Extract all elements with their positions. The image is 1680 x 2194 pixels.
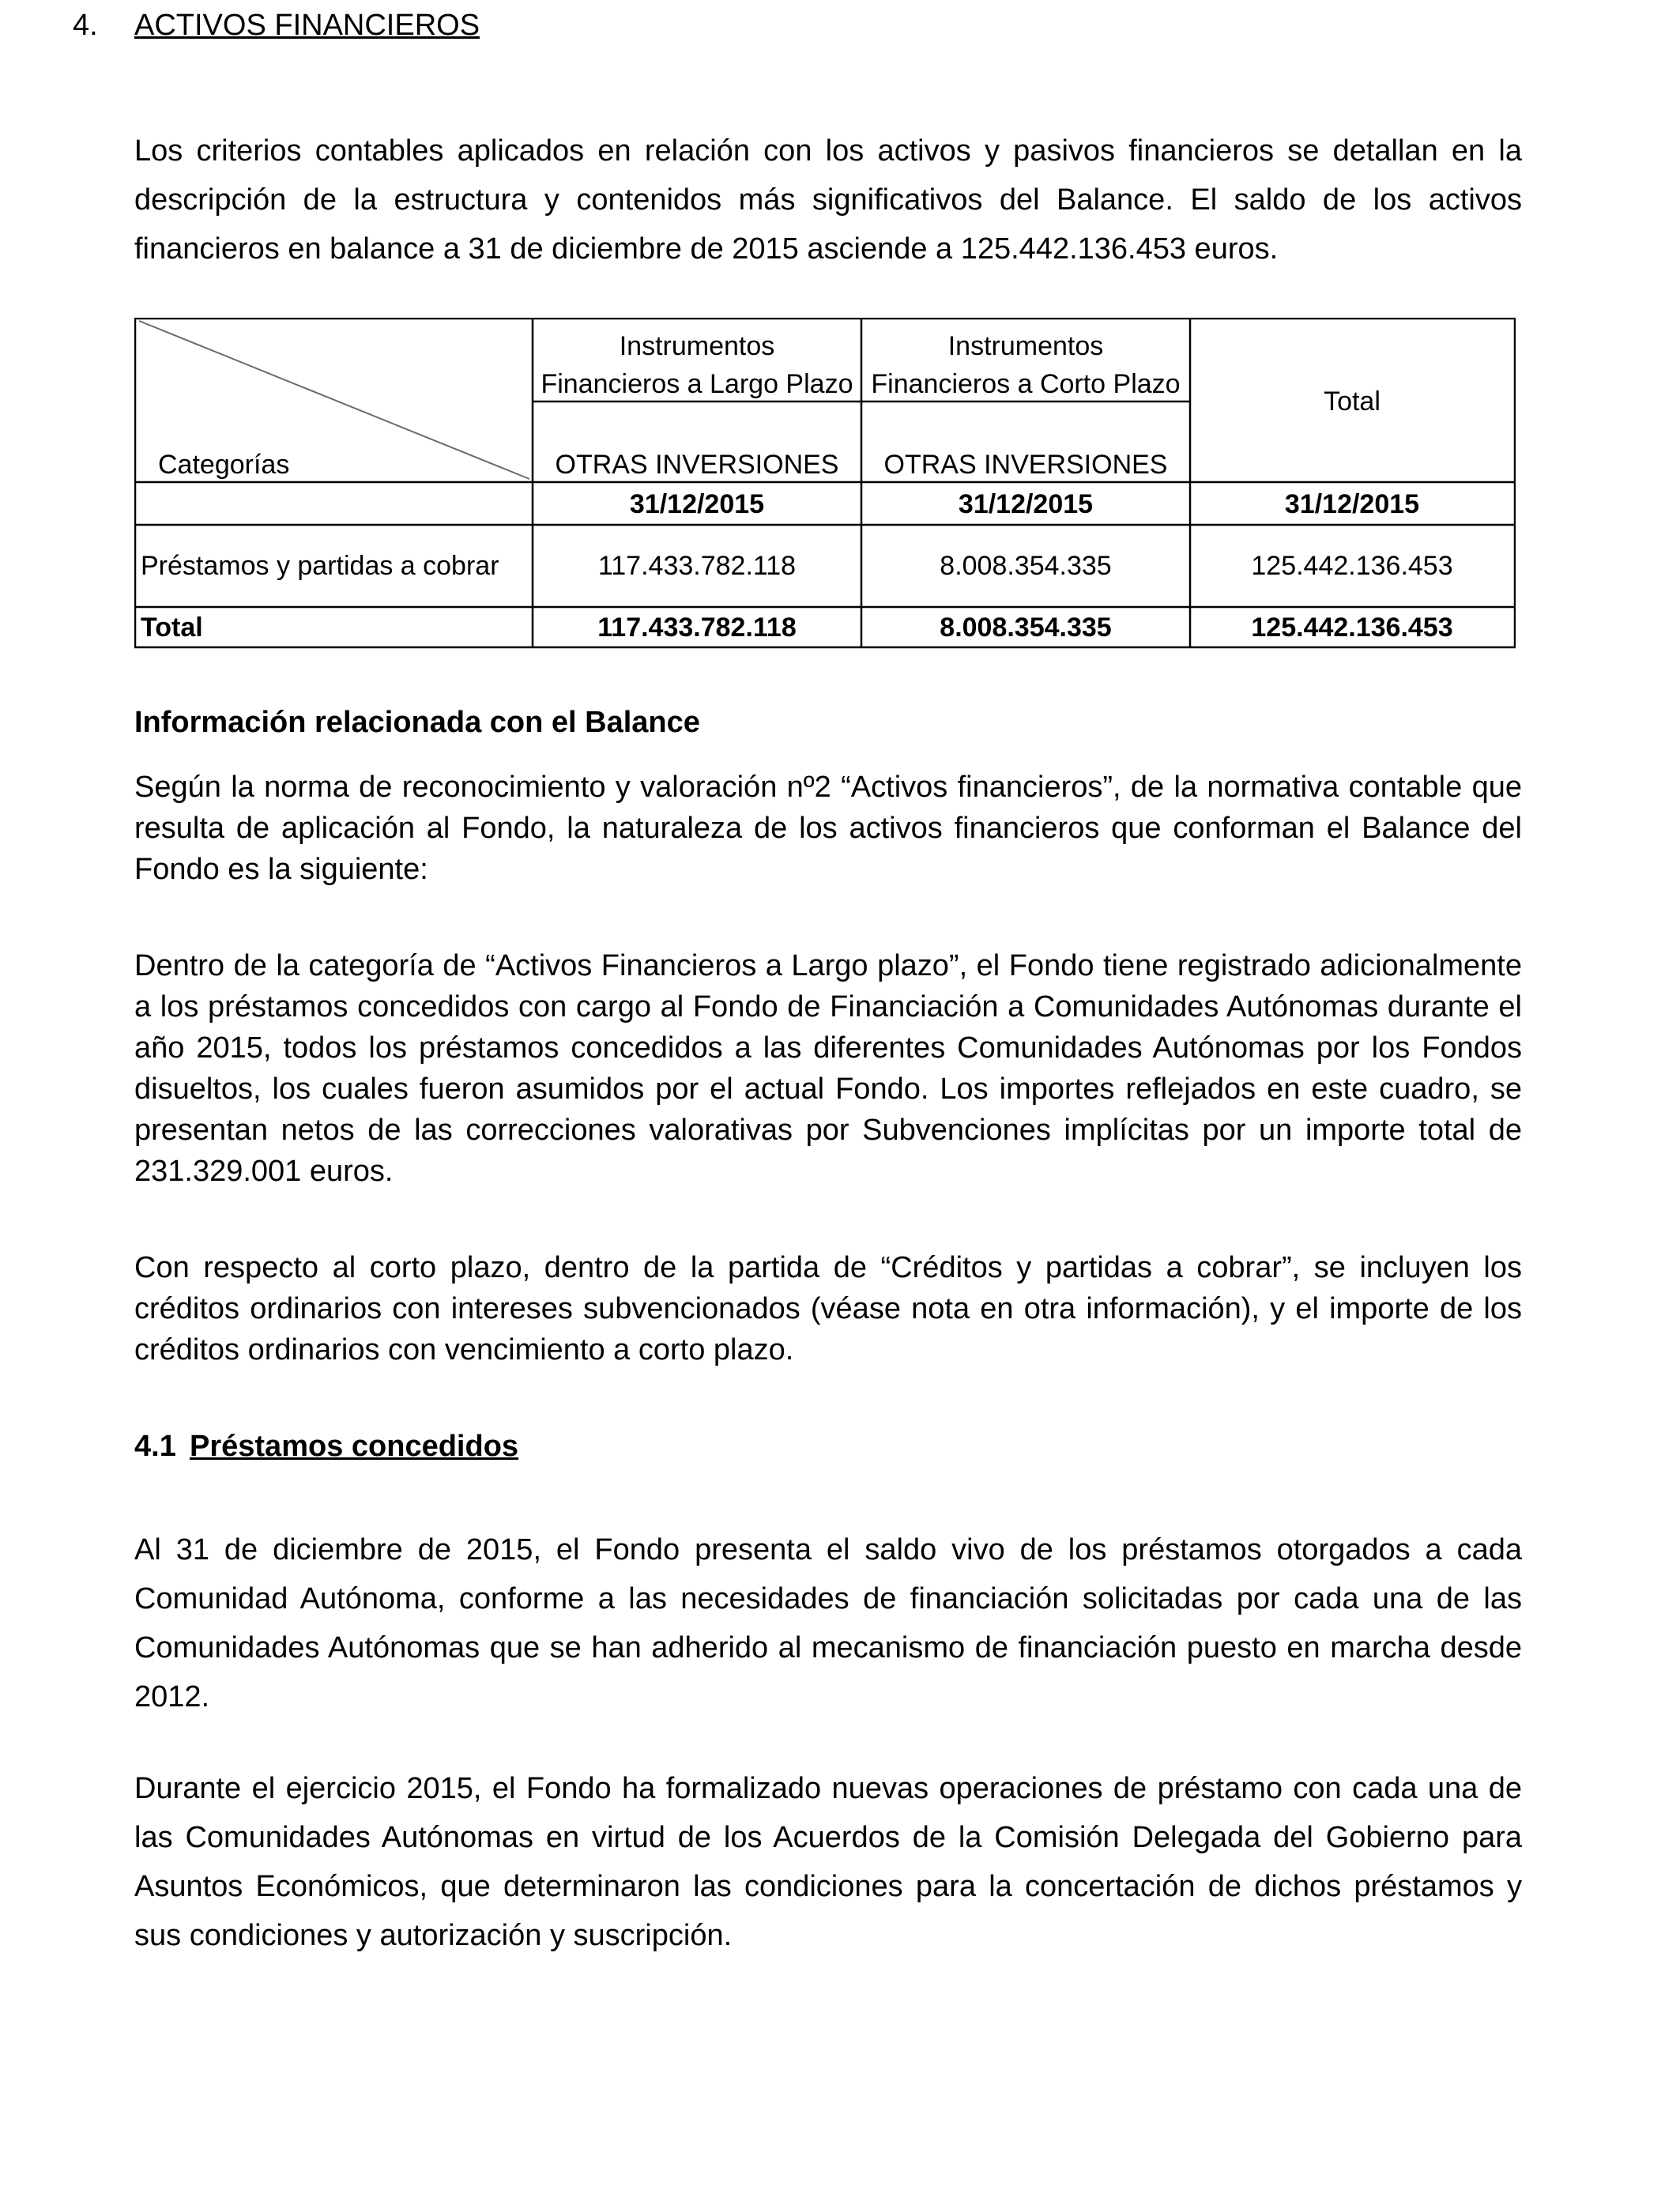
financial-assets-table — [134, 318, 1516, 650]
intro-paragraph: Los criterios contables aplicados en relación con los activos y pasivos financieros se detallan en la descripción de la estructura y contenidos más significativos del Balance. El saldo de los activos financieros en balance a 31 de diciembre de 2015 asciende a 125.442.136.453 euros. — [134, 134, 1522, 266]
row-prestamos-corto: 8.008.354.335 — [940, 551, 1112, 581]
section-number: 4. — [73, 9, 98, 42]
date-largo: 31/12/2015 — [629, 489, 765, 519]
row-total-total: 125.442.136.453 — [1251, 613, 1453, 643]
date-total: 31/12/2015 — [1284, 489, 1420, 519]
col-total-header: Total — [1324, 386, 1381, 417]
subsection-number: 4.1 — [134, 1430, 176, 1463]
section-title: ACTIVOS FINANCIEROS — [134, 9, 480, 42]
saldo-paragraph: Al 31 de diciembre de 2015, el Fondo presenta el saldo vivo de los préstamos otorgados a cada Comunidad Autónoma, conforme a las necesidades de financiación solicitadas por cada una de las Comunidades Autónomas que se han adherido al mecanismo de financiación puesto en marcha desde 2012. — [134, 1533, 1522, 1713]
balance-heading: Información relacionada con el Balance — [134, 706, 700, 739]
largo-plazo-paragraph: Dentro de la categoría de “Activos Financieros a Largo plazo”, el Fondo tiene registrado adicionalmente a los préstamos concedidos con cargo al Fondo de Financiación a Comunidades Autónomas durante el año 2015, todos los préstamos concedidos a las diferentes Comunidades Autónomas por los Fondos disueltos, los cuales fueron asumidos por el actual Fondo. Los importes reflejados en este cuadro, se presentan netos de las correcciones valorativas por Subvenciones implícitas por un importe total de 231.329.001 euros. — [134, 949, 1522, 1188]
col-largo-subheader: OTRAS INVERSIONES — [555, 450, 839, 480]
row-total-corto: 8.008.354.335 — [940, 613, 1112, 643]
corto-plazo-paragraph: Con respecto al corto plazo, dentro de la partida de “Créditos y partidas a cobrar”, se incluyen los créditos ordinarios con intereses subvencionados (véase nota en otra información), y el importe de los créditos ordinarios con vencimiento a corto plazo. — [134, 1251, 1522, 1367]
col-corto-header-line2: Financieros a Corto Plazo — [871, 369, 1181, 399]
row-total-label: Total — [141, 613, 203, 643]
date-corto: 31/12/2015 — [958, 489, 1094, 519]
row-prestamos-total: 125.442.136.453 — [1251, 551, 1453, 581]
col-largo-header-line2: Financieros a Largo Plazo — [541, 369, 853, 399]
col-corto-header-line1: Instrumentos — [947, 331, 1104, 361]
row-total-largo: 117.433.782.118 — [597, 613, 797, 643]
ejercicio-paragraph: Durante el ejercicio 2015, el Fondo ha formalizado nuevas operaciones de préstamo con cada una de las Comunidades Autónomas en virtud de los Acuerdos de la Comisión Delegada del Gobierno para Asuntos Económicos, que determinaron las condiciones para la concertación de dichos préstamos y sus condiciones y autorización y suscripción. — [134, 1772, 1522, 1952]
norma-paragraph: Según la norma de reconocimiento y valoración nº2 “Activos financieros”, de la normativa contable que resulta de aplicación al Fondo, la naturaleza de los activos financieros que conforman el Balance del Fondo es la siguiente: — [134, 771, 1522, 886]
row-prestamos-label: Préstamos y partidas a cobrar — [141, 551, 499, 581]
col-largo-header-line1: Instrumentos — [619, 331, 775, 361]
col-corto-subheader: OTRAS INVERSIONES — [883, 450, 1168, 480]
subsection-title: Préstamos concedidos — [190, 1430, 519, 1463]
corner-label: Categorías — [158, 450, 290, 480]
row-prestamos-largo: 117.433.782.118 — [597, 551, 797, 581]
